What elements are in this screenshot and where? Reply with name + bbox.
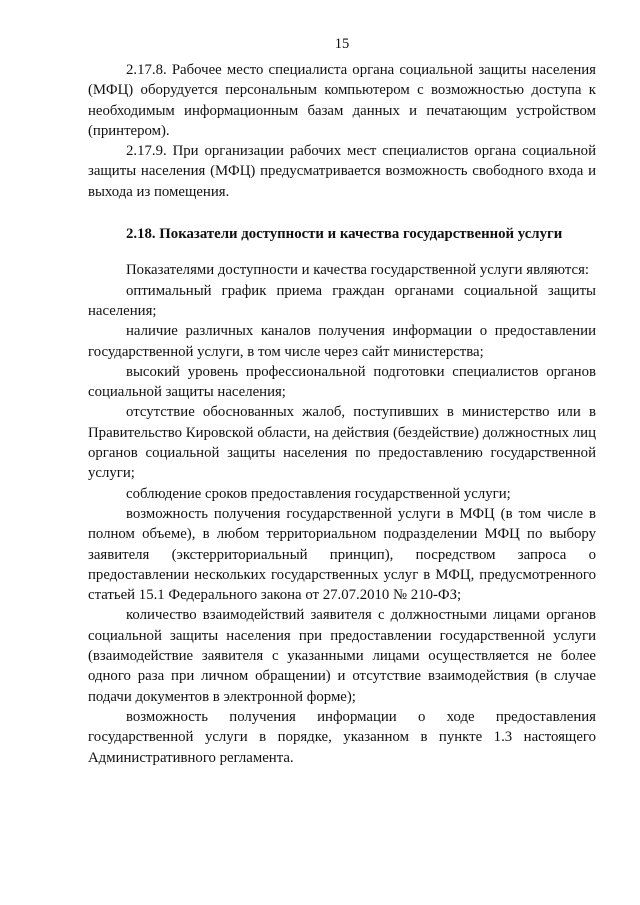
paragraph-intro: Показателями доступности и качества государственной услуги являются: [126,262,590,279]
list-item: возможность получения информации о ходе предоставления государственной услуги в порядке, указанном в пункте 1.3 настоящего Административного регламента. [88,708,596,766]
list-item: соблюдение сроков предоставления государственной услуги; [126,485,511,502]
list-item: оптимальный график приема граждан органами социальной защиты населения; [88,282,596,319]
section-heading: 2.18. Показатели доступности и качества государственной услуги [126,226,563,243]
paragraph-2-17-8: 2.17.8. Рабочее место специалиста органа социальной защиты населения (МФЦ) оборудуется персональным компьютером с возможностью доступа к необходимым информационным базам данных и печатающим устройством (принтером). [88,62,596,139]
list-item: отсутствие обоснованных жалоб, поступивших в министерство или в Правительство Кировской области, на действия (бездействие) должностных лиц органов социальной защиты населения по предоставлению государственной услуги; [88,404,596,482]
list-item: высокий уровень профессиональной подготовки специалистов органов социальной защиты населения; [88,363,596,401]
list-item: возможность получения государственной услуги в МФЦ (в том числе в полном объеме), в любом территориальном подразделении МФЦ по выбору заявителя (экстерриториальный принцип), посредством запроса о предоставлении нескольких государственных услуг в МФЦ, предусмотренного статьей 15.1 Федерального закона от 27.07.2010 № 210-ФЗ; [88,505,596,604]
page-content [88,60,596,768]
page-number: 15 [334,36,350,52]
list-item: наличие различных каналов получения информации о предоставлении государственной услуги, в том числе через сайт министерства; [88,323,596,360]
paragraph-2-17-9: 2.17.9. При организации рабочих мест специалистов органа социальной защиты населения (МФЦ) предусматривается возможность свободного входа и выхода из помещения. [88,143,596,200]
list-item: количество взаимодействий заявителя с должностными лицами органов социальной защиты населения при предоставлении государственной услуги (взаимодействие заявителя с указанными лицами осуществляется не более одного раза при личном обращении) и отсутствие взаимодействия (в случае подачи документов в электронной форме); [88,607,596,705]
